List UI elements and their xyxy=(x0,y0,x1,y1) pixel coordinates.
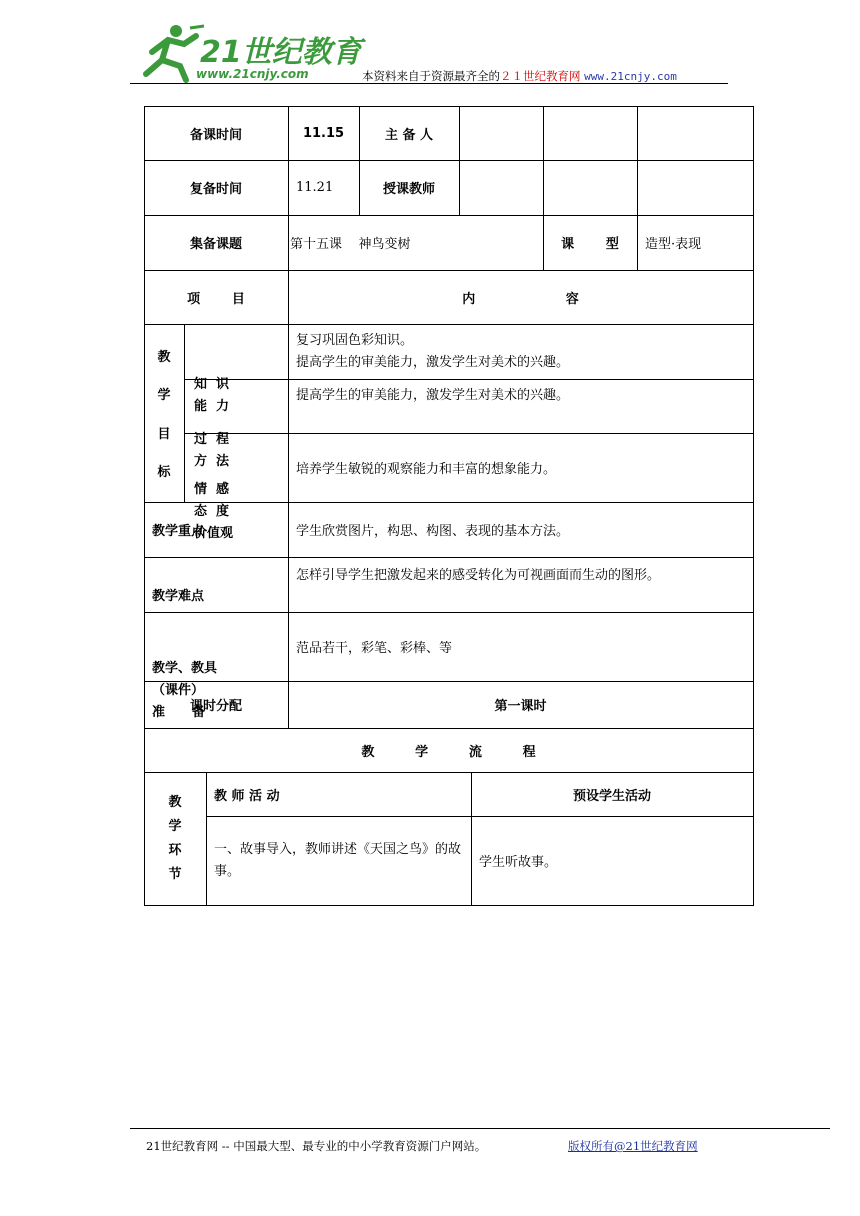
teacher-activity-label: 教 师 活 动 xyxy=(214,788,280,804)
focus-label: 教学重点 xyxy=(152,524,205,539)
difficulty-label: 教学难点 xyxy=(152,589,205,604)
teacher-activity-1: 一、故事导入，教师讲述《天国之鸟》的故事。 xyxy=(214,841,462,879)
header-site-link[interactable]: ２１世纪教育网 xyxy=(500,69,581,83)
review-time-value: 11.21 xyxy=(296,180,334,195)
knowledge-label: 知 识 能 力 xyxy=(194,377,230,414)
stage-label: 教 学 环 节 xyxy=(168,794,182,882)
footer-site-description: 21世纪教育网 -- 中国最大型、最专业的中小学教育资源门户网站。 xyxy=(146,1139,487,1153)
content-label: 内 容 xyxy=(462,291,579,307)
student-activity-label: 预设学生活动 xyxy=(572,788,651,804)
site-logo xyxy=(138,22,362,84)
topic-value: 第十五课 神鸟变树 xyxy=(290,237,411,252)
header-url-link[interactable]: www.21cnjy.com xyxy=(584,70,677,83)
type-value: 造型·表现 xyxy=(645,237,702,252)
period-value: 第一课时 xyxy=(494,699,547,714)
footer-copyright-link[interactable]: 版权所有@21世纪教育网 xyxy=(568,1139,698,1153)
header-source-line xyxy=(362,68,677,84)
logo-text: 21世纪教育 xyxy=(200,35,362,70)
emotion-label: 情 感 态 度 价值观 xyxy=(194,482,234,541)
lead-preparer-label: 主 备 人 xyxy=(384,127,434,143)
item-label: 项 目 xyxy=(187,291,245,307)
emotion-value: 培养学生敏锐的观察能力和丰富的想象能力。 xyxy=(296,462,557,477)
lead-preparer-value xyxy=(459,106,543,160)
logo-url: www.21cnjy.com xyxy=(196,67,309,81)
difficulty-value: 怎样引导学生把激发起来的感受转化为可视画面而生动的图形。 xyxy=(296,568,661,583)
prep-time-label: 备课时间 xyxy=(189,127,242,143)
focus-value: 学生欣赏图片，构思、构图、表现的基本方法。 xyxy=(296,524,570,539)
prep-time-value: 11.15 xyxy=(302,125,345,141)
header-source-prefix: 本资料来自于资源最齐全的 xyxy=(362,69,500,83)
topic-label: 集备课题 xyxy=(189,237,242,252)
knowledge-value: 复习巩固色彩知识。 提高学生的审美能力，激发学生对美术的兴趣。 xyxy=(296,333,570,370)
goals-label: 教 学 目 标 xyxy=(157,349,171,481)
student-activity-1: 学生听故事。 xyxy=(479,855,558,870)
type-label: 课 型 xyxy=(561,237,619,252)
review-time-label: 复备时间 xyxy=(189,182,242,197)
process-label: 过 程 方 法 xyxy=(194,432,230,469)
flow-label: 教 学 流 程 xyxy=(361,744,536,760)
period-label: 课时分配 xyxy=(189,699,242,714)
footer-divider xyxy=(130,1128,830,1129)
lesson-plan-table xyxy=(144,106,754,906)
teacher-label: 授课教师 xyxy=(382,182,435,197)
header-divider xyxy=(130,83,728,84)
process-value: 提高学生的审美能力，激发学生对美术的兴趣。 xyxy=(296,388,570,403)
prep-label: 教学、教具 （课件） 准 备 xyxy=(152,661,218,720)
prep-value: 范品若干，彩笔、彩棒、等 xyxy=(296,641,453,656)
